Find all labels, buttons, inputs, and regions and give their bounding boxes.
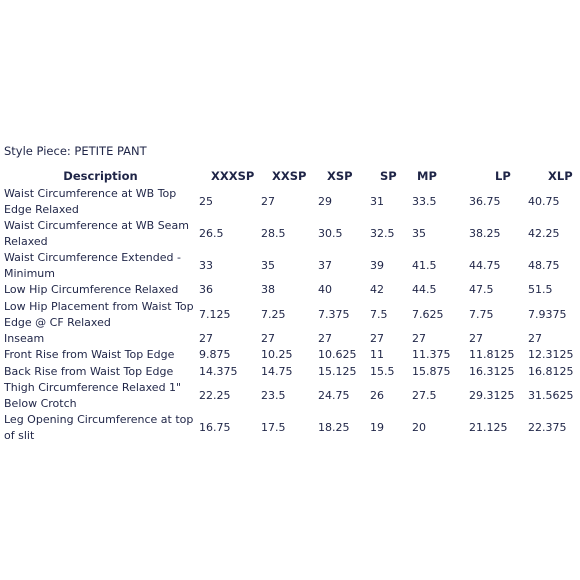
- table-cell: 7.25: [261, 307, 286, 321]
- table-body: [2, 186, 578, 444]
- column-header-xxxsp: XXXSP: [211, 169, 255, 183]
- table-cell: 40: [318, 283, 332, 297]
- table-cell: 31: [370, 195, 384, 208]
- row-description: Inseam: [4, 331, 45, 345]
- table-row: [2, 218, 578, 250]
- column-header-description: Description: [63, 169, 138, 183]
- table-cell: 22.25: [199, 389, 231, 402]
- style-piece-title: Style Piece: PETITE PANT: [4, 144, 147, 158]
- table-cell: 28.5: [261, 227, 286, 240]
- table-cell: 26: [370, 389, 384, 402]
- table-cell: 10.625: [318, 348, 357, 362]
- table-row: [2, 282, 578, 299]
- table-cell: 44.75: [469, 259, 501, 272]
- table-header-row: [2, 166, 578, 186]
- row-description: Low Hip Circumference Relaxed: [4, 283, 179, 297]
- table-cell: 11: [370, 348, 384, 362]
- row-description: Front Rise from Waist Top Edge: [4, 348, 175, 362]
- table-cell: 16.8125: [528, 364, 574, 378]
- table-cell: 15.875: [412, 364, 451, 378]
- column-header-xlp: XLP: [548, 169, 573, 183]
- table-cell: 20: [412, 421, 426, 434]
- table-cell: 35: [261, 259, 275, 272]
- table-cell: 15.125: [318, 364, 357, 378]
- table-cell: 35: [412, 227, 426, 240]
- table-cell: 27: [199, 331, 213, 345]
- table-cell: 7.375: [318, 307, 350, 321]
- table-row: [2, 186, 578, 218]
- table-cell: 7.75: [469, 307, 494, 321]
- table-cell: 38.25: [469, 227, 501, 240]
- table-cell: 26.5: [199, 227, 224, 240]
- table-cell: 39: [370, 259, 384, 272]
- table-cell: 27: [412, 331, 426, 345]
- table-cell: 16.3125: [469, 364, 515, 378]
- table-cell: 21.125: [469, 421, 508, 434]
- table-cell: 48.75: [528, 259, 560, 272]
- table-cell: 33.5: [412, 195, 437, 208]
- table-cell: 14.375: [199, 364, 238, 378]
- table-row: [2, 250, 578, 282]
- column-header-xsp: XSP: [327, 169, 353, 183]
- table-cell: 7.125: [199, 307, 231, 321]
- table-cell: 27: [370, 331, 384, 345]
- table-cell: 31.5625: [528, 389, 574, 402]
- row-description: Waist Circumference at WB Seam Relaxed: [4, 219, 189, 248]
- table-cell: 27: [318, 331, 332, 345]
- table-cell: 7.9375: [528, 307, 567, 321]
- row-description: Low Hip Placement from Waist Top Edge @ CF Relaxed: [4, 299, 194, 329]
- size-spec-table: [2, 166, 578, 444]
- table-cell: 11.8125: [469, 348, 515, 362]
- table-cell: 32.5: [370, 227, 395, 240]
- table-cell: 42.25: [528, 227, 560, 240]
- table-cell: 51.5: [528, 283, 553, 297]
- column-header-sp: SP: [380, 169, 397, 183]
- table-row: [2, 364, 578, 381]
- row-description: Waist Circumference at WB Top Edge Relaxed: [4, 187, 177, 216]
- row-description: Back Rise from Waist Top Edge: [4, 364, 174, 378]
- table-cell: 23.5: [261, 389, 286, 402]
- table-cell: 27: [261, 195, 275, 208]
- table-cell: 11.375: [412, 348, 451, 362]
- table-cell: 17.5: [261, 421, 286, 434]
- row-description: Leg Opening Circumference at top of slit: [4, 413, 194, 442]
- table-cell: 41.5: [412, 259, 437, 272]
- table-cell: 27: [261, 331, 275, 345]
- table-cell: 18.25: [318, 421, 350, 434]
- table-cell: 42: [370, 283, 384, 297]
- table-cell: 19: [370, 421, 384, 434]
- table-cell: 29.3125: [469, 389, 515, 402]
- table-cell: 29: [318, 195, 332, 208]
- table-row: [2, 380, 578, 412]
- table-cell: 25: [199, 195, 213, 208]
- table-cell: 37: [318, 259, 332, 272]
- table-cell: 38: [261, 283, 275, 297]
- table-cell: 14.75: [261, 364, 293, 378]
- table-row: [2, 331, 578, 348]
- table-cell: 7.625: [412, 307, 444, 321]
- column-header-mp: MP: [417, 169, 437, 183]
- table-cell: 10.25: [261, 348, 293, 362]
- table-cell: 47.5: [469, 283, 494, 297]
- table-row: [2, 412, 578, 444]
- table-cell: 15.5: [370, 364, 395, 378]
- table-cell: 22.375: [528, 421, 567, 434]
- table-row: [2, 299, 578, 331]
- table-cell: 16.75: [199, 421, 231, 434]
- table-cell: 36.75: [469, 195, 501, 208]
- table-cell: 40.75: [528, 195, 560, 208]
- table-cell: 7.5: [370, 307, 388, 321]
- table-cell: 9.875: [199, 348, 231, 362]
- column-header-lp: LP: [495, 169, 511, 183]
- table-cell: 33: [199, 259, 213, 272]
- table-cell: 27: [528, 331, 542, 345]
- column-header-xxsp: XXSP: [272, 169, 307, 183]
- table-cell: 44.5: [412, 283, 437, 297]
- table-cell: 36: [199, 283, 213, 297]
- row-description: Thigh Circumference Relaxed 1" Below Crotch: [4, 381, 182, 410]
- table-cell: 27.5: [412, 389, 437, 402]
- row-description: Waist Circumference Extended - Minimum: [4, 251, 181, 280]
- table-cell: 12.3125: [528, 348, 574, 362]
- table-row: [2, 347, 578, 364]
- table-cell: 30.5: [318, 227, 343, 240]
- table-cell: 24.75: [318, 389, 350, 402]
- table-cell: 27: [469, 331, 483, 345]
